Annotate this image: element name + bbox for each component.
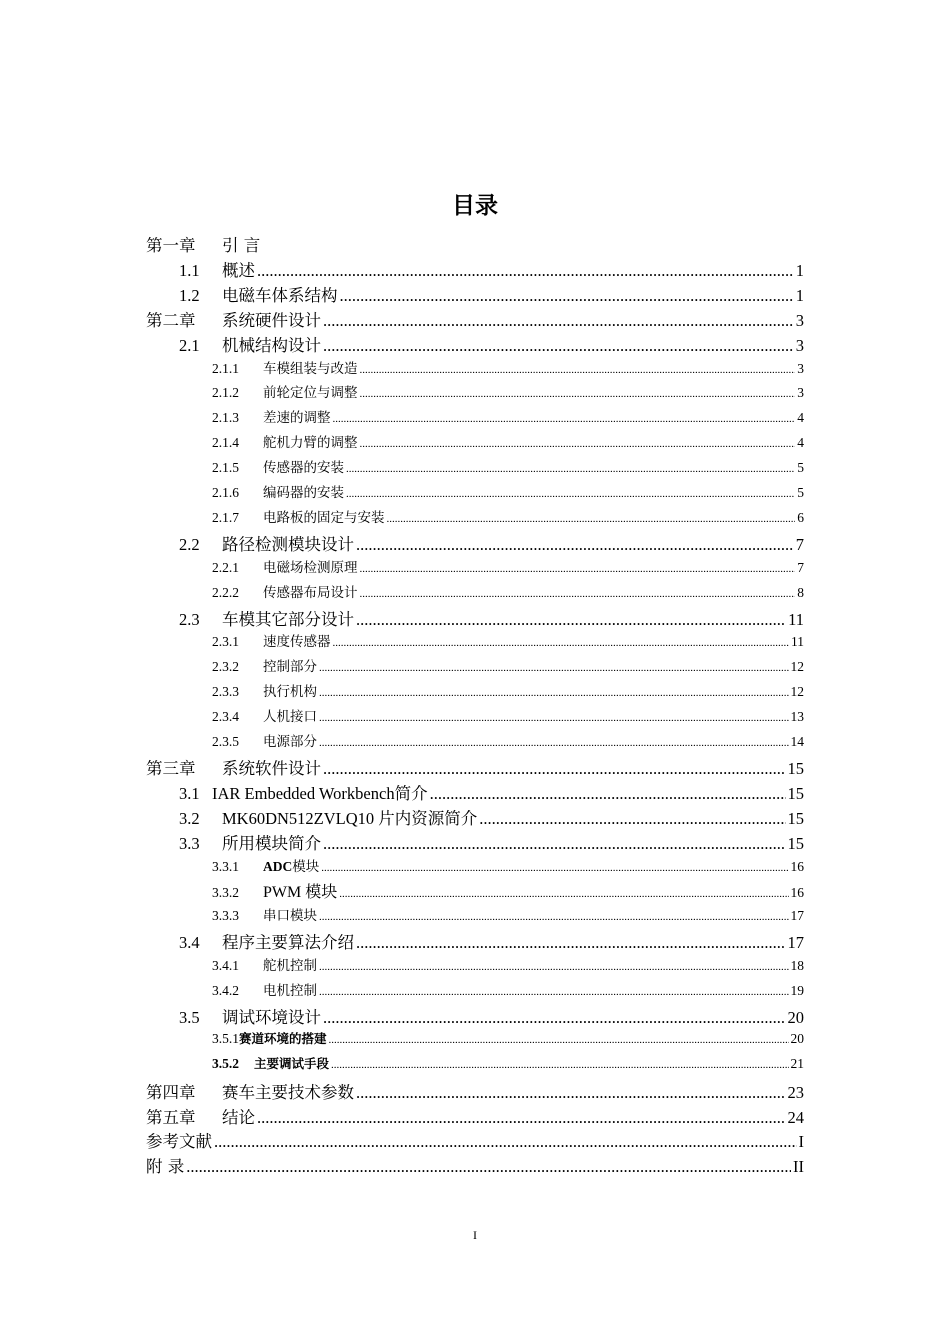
toc-entry-title: 控制部分 [263, 659, 317, 675]
toc-entry-page: 15 [787, 783, 804, 803]
toc-entry[interactable] [212, 855, 804, 880]
toc-leader-dots [323, 311, 794, 331]
toc-entry-page: 16 [790, 858, 804, 874]
toc-leader-dots [356, 610, 786, 630]
toc-entry[interactable] [179, 1004, 804, 1029]
toc-entry-number: 3.3.3 [212, 908, 239, 924]
toc-leader-dots [360, 588, 796, 600]
toc-leader-dots [257, 1108, 786, 1128]
toc-entry[interactable] [212, 730, 804, 755]
toc-entry[interactable] [212, 979, 804, 1004]
toc-entry-page: I [798, 1132, 804, 1152]
toc-entry-page: 3 [797, 385, 804, 401]
toc-entry-number: 2.1.4 [212, 435, 239, 451]
toc-entry-number: 2.3.4 [212, 709, 239, 725]
toc-entry-page: 17 [787, 933, 804, 953]
toc-entry-number: 3.3.1 [212, 858, 239, 874]
toc-entry-number: 3.5.1 [212, 1030, 239, 1046]
toc-entry-title: 系统软件设计 [222, 758, 321, 778]
toc-entry[interactable] [212, 506, 804, 531]
toc-entry-number: 1.1 [179, 260, 200, 280]
toc-entry[interactable] [212, 556, 804, 581]
toc-entry-title: 路径检测模块设计 [222, 534, 354, 554]
toc-entry[interactable] [212, 406, 804, 431]
toc-entry-title: 系统硬件设计 [222, 310, 321, 330]
toc-entry-title: 电机控制 [263, 983, 317, 998]
toc-leader-dots [356, 535, 794, 555]
toc-entry[interactable] [146, 232, 804, 257]
toc-entry[interactable] [146, 755, 804, 780]
toc-entry[interactable] [212, 481, 804, 506]
toc-entry-title: ADC模块 [263, 858, 320, 874]
toc-entry[interactable] [179, 257, 804, 282]
toc-leader-dots [340, 286, 794, 306]
toc-entry[interactable] [212, 680, 804, 705]
toc-entry-number: 2.2.2 [212, 584, 239, 600]
toc-entry-number: 2.1.1 [212, 360, 239, 376]
toc-entry[interactable] [146, 307, 804, 332]
toc-leader-dots [356, 1083, 786, 1103]
toc-leader-dots [319, 662, 789, 674]
toc-entry-page: 16 [790, 885, 804, 901]
toc-entry-page: 17 [790, 908, 804, 924]
toc-entry[interactable] [212, 655, 804, 680]
toc-entry-page: II [793, 1157, 804, 1177]
toc-entry-title: 差速的调整 [263, 410, 331, 426]
toc-entry-title: 程序主要算法介绍 [222, 933, 354, 953]
toc-entry[interactable] [212, 904, 804, 929]
toc-leader-dots [319, 712, 789, 724]
toc-entry-page: 12 [790, 659, 804, 675]
toc-entry-page: 4 [797, 410, 804, 426]
toc-entry-page: 23 [787, 1082, 804, 1102]
toc-entry-title: 车模组装与改造 [263, 360, 358, 376]
toc-entry-number: 3.2 [179, 808, 200, 828]
toc-entry[interactable] [212, 1054, 804, 1079]
toc-entry-title: 执行机构 [263, 684, 317, 700]
toc-entry-page: 1 [795, 285, 804, 305]
toc-leader-dots [387, 513, 796, 525]
toc-entry-title: 电源部分 [263, 734, 317, 749]
toc-entry-number: 3.5 [179, 1007, 200, 1027]
toc-leader-dots [186, 1157, 791, 1177]
toc-entry-number: 3.3.2 [212, 885, 239, 901]
toc-entry[interactable] [212, 954, 804, 979]
toc-entry-number: 1.2 [179, 285, 200, 305]
toc-entry-page: 6 [797, 509, 804, 525]
toc-entry-page: 13 [790, 709, 804, 725]
toc-entry-title: 电路板的固定与安装 [263, 509, 385, 525]
toc-entry-number: 第四章 [146, 1082, 196, 1102]
toc-entry-number: 3.4 [179, 933, 200, 953]
toc-entry-page: 5 [797, 485, 804, 500]
toc-leader-dots [360, 364, 796, 376]
toc-entry-title: 传感器布局设计 [263, 584, 358, 600]
toc-entry[interactable] [212, 357, 804, 382]
toc-entry-title: 机械结构设计 [222, 335, 321, 355]
toc-entry-page: 1 [795, 260, 804, 280]
toc-entry[interactable] [179, 282, 804, 307]
toc-entry-number: 2.1.2 [212, 385, 239, 401]
toc-entry[interactable] [212, 456, 804, 481]
toc-entry-page: 4 [797, 435, 804, 451]
toc-entry[interactable] [179, 606, 804, 631]
toc-entry-number: 2.1.7 [212, 509, 239, 525]
toc-entry-title: 结论 [222, 1107, 255, 1127]
toc-leader-dots [319, 986, 789, 998]
toc-entry-title: 引 言 [222, 236, 261, 255]
toc-entry-number: 3.4.2 [212, 983, 239, 998]
toc-entry-page: 24 [787, 1107, 804, 1127]
toc-entry-title: 人机接口 [263, 709, 317, 725]
toc-leader-dots [323, 759, 786, 779]
toc-entry[interactable] [212, 381, 804, 406]
toc-leader-dots [257, 261, 794, 281]
toc-entry-page: 20 [790, 1030, 804, 1046]
toc-entry[interactable] [212, 630, 804, 655]
toc-entry-number: 第一章 [146, 236, 196, 255]
toc-leader-dots [331, 1059, 788, 1071]
toc-entry-number: 2.2.1 [212, 559, 239, 575]
toc-entry-page: 3 [797, 360, 804, 376]
toc-entry[interactable] [146, 1128, 804, 1153]
toc-entry[interactable] [179, 780, 804, 805]
toc-leader-dots [346, 488, 795, 500]
toc-entry-title: 附 录 [146, 1157, 185, 1177]
toc-entry-title: IAR Embedded Workbench简介 [212, 783, 428, 803]
toc-leader-dots [319, 737, 789, 749]
toc-entry-number: 3.5.2 [212, 1055, 239, 1071]
toc-entry-number: 2.3.2 [212, 659, 239, 675]
toc-entry-page: 15 [787, 758, 804, 778]
toc-entry-title: 电磁场检测原理 [263, 559, 358, 575]
toc-leader-dots [360, 563, 796, 575]
toc-entry-title: 赛车主要技术参数 [222, 1082, 354, 1102]
toc-entry-title: 编码器的安装 [263, 485, 344, 500]
toc-leader-dots [360, 388, 796, 400]
toc-entry-number: 2.1.3 [212, 410, 239, 426]
toc-leader-dots [479, 809, 785, 829]
toc-entry-number: 3.4.1 [212, 958, 239, 974]
toc-leader-dots [323, 834, 786, 854]
toc-entry-title: 前轮定位与调整 [263, 385, 358, 401]
toc-entry-page: 19 [790, 983, 804, 998]
toc-entry-number: 第三章 [146, 758, 196, 778]
toc-entry-page: 5 [797, 460, 804, 476]
toc-entry-title: 舵机力臂的调整 [263, 435, 358, 451]
page-number: I [473, 1228, 477, 1242]
toc-entry-number: 2.1.6 [212, 485, 239, 500]
toc-entry-title: MK60DN512ZVLQ10 片内资源简介 [222, 808, 478, 828]
toc-entry-number: 2.3 [179, 609, 200, 629]
toc-entry-page: 7 [795, 534, 804, 554]
toc-entry-title: 赛道环境的搭建 [239, 1030, 327, 1046]
toc-entry[interactable] [212, 431, 804, 456]
toc-entry-title: 串口模块 [263, 908, 317, 924]
toc-entry-page: 3 [795, 310, 804, 330]
toc-entry-number: 2.3.5 [212, 734, 239, 749]
toc-leader-dots [356, 933, 786, 953]
toc-leader-dots [333, 637, 790, 649]
toc-entry-number: 2.2 [179, 534, 200, 554]
toc-entry-page: 12 [790, 684, 804, 700]
toc-entry-title: 调试环境设计 [222, 1007, 321, 1027]
toc-entry-number: 2.3.3 [212, 684, 239, 700]
toc-entry[interactable] [179, 805, 804, 830]
toc-entry-number: 第二章 [146, 310, 196, 330]
toc-entry-number: 第五章 [146, 1107, 196, 1127]
toc-entry[interactable] [179, 929, 804, 954]
toc-entry-page: 15 [787, 808, 804, 828]
toc-entry-title: PWM 模块 [263, 884, 338, 902]
toc-entry-page: 8 [797, 584, 804, 600]
toc-entry-page: 20 [787, 1007, 804, 1027]
toc-entry[interactable] [179, 531, 804, 556]
toc-leader-dots [319, 911, 789, 923]
toc-entry-page: 18 [790, 958, 804, 974]
toc-leader-dots [319, 961, 789, 973]
toc-entry-title: 速度传感器 [263, 634, 331, 650]
toc-leader-dots [333, 413, 796, 425]
toc-entry[interactable] [212, 581, 804, 606]
toc-entry-title: 舵机控制 [263, 958, 317, 974]
toc-leader-dots [329, 1034, 789, 1046]
toc-entry-page: 7 [797, 559, 804, 575]
toc-entry-page: 3 [795, 335, 804, 355]
toc-entry[interactable] [212, 705, 804, 730]
toc-leader-dots [339, 888, 788, 900]
toc-entry-title: 电磁车体系结构 [222, 285, 338, 305]
toc-leader-dots [430, 784, 786, 804]
toc-entry[interactable] [146, 1104, 804, 1129]
toc-entry-page: 14 [790, 734, 804, 749]
toc-leader-dots [321, 862, 788, 874]
toc-entry[interactable] [179, 332, 804, 357]
toc-entry-number: 2.1 [179, 335, 200, 355]
toc-leader-dots [346, 463, 795, 475]
toc-entry-page: 11 [791, 634, 804, 650]
toc-entry-title: 概述 [222, 260, 255, 280]
toc-entry[interactable] [179, 830, 804, 855]
toc-leader-dots [319, 687, 789, 699]
toc-entry-title: 主要调试手段 [254, 1055, 330, 1071]
toc-leader-dots [323, 1008, 786, 1028]
toc-entry-title: 参考文献 [146, 1132, 212, 1152]
toc-entry-title: 所用模块简介 [222, 833, 321, 853]
toc-leader-dots [214, 1132, 797, 1152]
toc-leader-dots [360, 438, 796, 450]
toc-entry-page: 11 [788, 609, 804, 629]
toc-entry-title: 传感器的安装 [263, 460, 344, 476]
toc-entry-page: 15 [787, 833, 804, 853]
toc-entry-number: 2.1.5 [212, 460, 239, 476]
page-title: 目录 [452, 193, 498, 219]
toc-entry-number: 3.1 [179, 783, 200, 803]
toc-entry-title: 车模其它部分设计 [222, 609, 354, 629]
toc-entry[interactable] [146, 1079, 804, 1104]
toc-leader-dots [323, 336, 794, 356]
toc-entry-number: 2.3.1 [212, 634, 239, 650]
toc-entry-number: 3.3 [179, 833, 200, 853]
toc-entry-page: 21 [790, 1055, 804, 1071]
toc-entry[interactable] [146, 1153, 804, 1178]
toc-entry[interactable] [212, 1029, 804, 1054]
toc-entry[interactable] [212, 879, 804, 904]
